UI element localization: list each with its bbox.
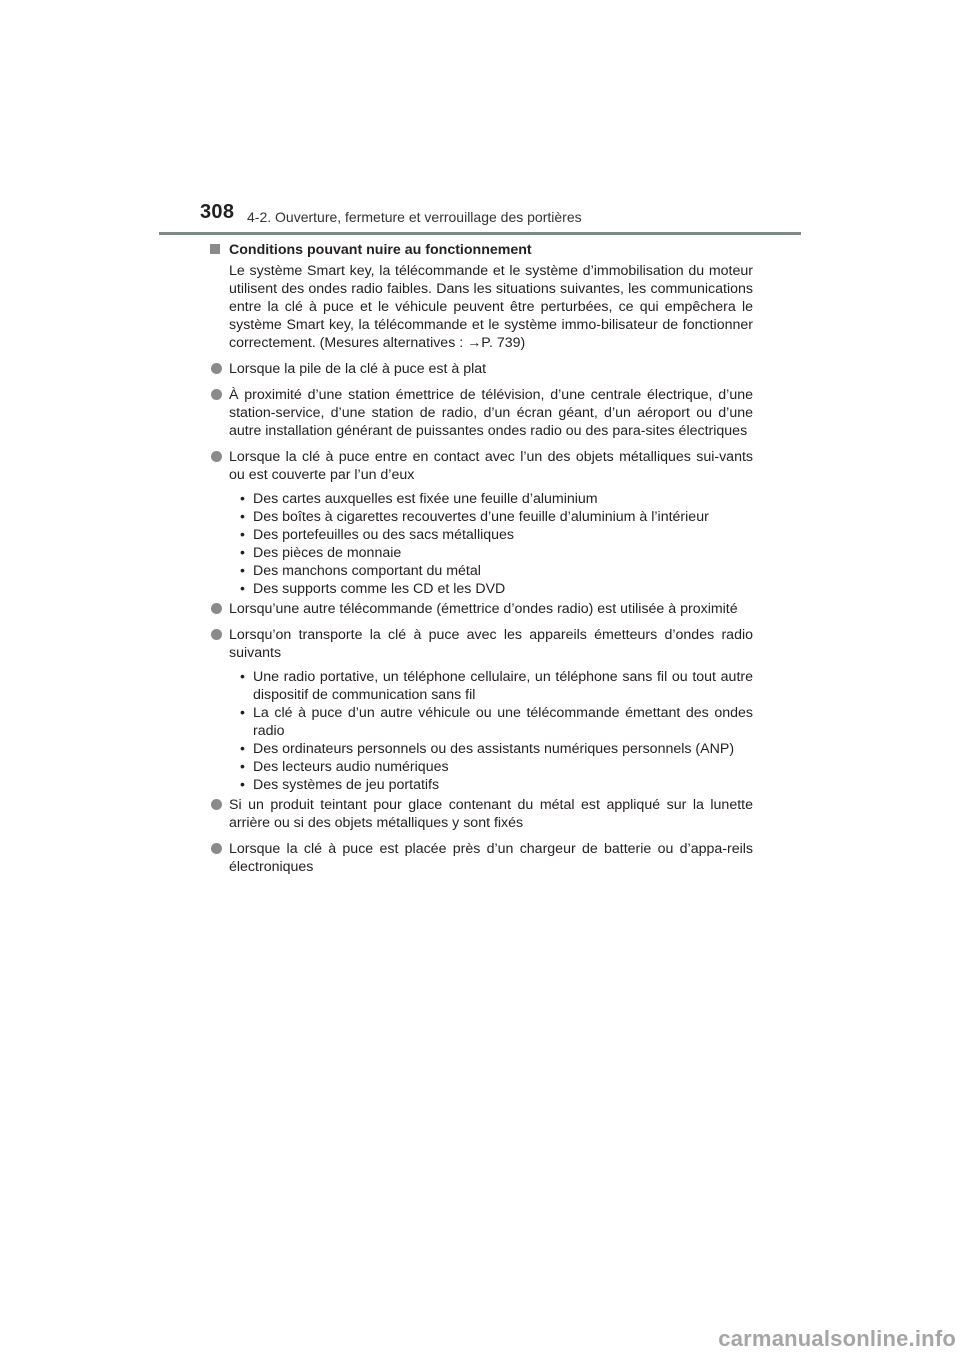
main-content	[208, 241, 753, 876]
circle-bullet-icon	[211, 389, 222, 400]
sub-list-item: • Des ordinateurs personnels ou des assistants numériques personnels (ANP)	[240, 741, 735, 757]
section-title: 4-2. Ouverture, fermeture et verrouillage des portières	[247, 209, 582, 225]
header-divider	[159, 232, 801, 235]
sub-list-item: • Des pièces de monnaie	[240, 545, 402, 561]
sub-list-item: • Des portefeuilles ou des sacs métalliques	[240, 527, 515, 543]
list-item-text: Lorsque la clé à puce entre en contact avec l’un des objets métalliques sui-vants ou est couverte par l’un d’eux	[229, 449, 753, 483]
list-item	[229, 600, 753, 618]
sub-list-item: • Des cartes auxquelles est fixée une feuille d’aluminium	[240, 491, 598, 507]
list-item	[229, 796, 753, 832]
page-number: 308	[200, 201, 235, 223]
intro-paragraph: Le système Smart key, la télécommande et le système d’immobilisation du moteur utilisent des ondes radio faibles. Dans les situations suivantes, les communications entre la clé à puce et le véhicule peuvent être perturbées, ce qui empêchera le système Smart key, la télécommande et le système immo-bilisateur de fonctionner correctement. (Mesures alternatives : →P. 739)	[229, 263, 753, 351]
list-item-text: Lorsqu’une autre télécommande (émettrice d’ondes radio) est utilisée à proximité	[229, 601, 738, 617]
list-item-text: Lorsqu’on transporte la clé à puce avec les appareils émetteurs d’ondes radio suivants	[229, 627, 753, 661]
circle-bullet-icon	[211, 799, 222, 810]
watermark: carmanualsonline.info	[718, 1326, 956, 1351]
square-bullet-icon	[210, 244, 220, 254]
sub-list	[235, 490, 753, 598]
list-item-text: Lorsque la pile de la clé à puce est à plat	[229, 361, 487, 377]
list-item	[229, 386, 753, 440]
circle-bullet-icon	[211, 451, 222, 462]
heading-text: Conditions pouvant nuire au fonctionnement	[229, 242, 532, 258]
circle-bullet-icon	[211, 629, 222, 640]
list-item	[229, 360, 753, 378]
list-item-text: Si un produit teintant pour glace contenant du métal est appliqué sur la lunette arrière ou si des objets métalliques y sont fixés	[229, 797, 753, 831]
circle-bullet-icon	[211, 603, 222, 614]
sub-list-item: • Des boîtes à cigarettes recouvertes d’une feuille d’aluminium à l’intérieur	[240, 509, 709, 525]
sub-list-item: • Des lecteurs audio numériques	[240, 759, 449, 775]
page-header	[0, 0, 960, 240]
list-item-text: Lorsque la clé à puce est placée près d’un chargeur de batterie ou d’appa-reils électroniques	[229, 841, 753, 875]
list-item-text: À proximité d’une station émettrice de télévision, d’une centrale électrique, d’une station-service, d’une station de radio, d’un écran géant, d’un aéroport ou d’une autre installation générant de puissantes ondes radio ou des para-sites électriques	[229, 387, 753, 439]
sub-list-item: • Des manchons comportant du métal	[240, 563, 481, 579]
sub-list-item: • Des systèmes de jeu portatifs	[240, 777, 440, 793]
section-heading	[229, 241, 753, 261]
list-item	[229, 840, 753, 876]
list-item	[229, 626, 753, 662]
sub-list-item: • Des supports comme les CD et les DVD	[240, 581, 506, 597]
circle-bullet-icon	[211, 363, 222, 374]
sub-list-item: • Une radio portative, un téléphone cellulaire, un téléphone sans fil ou tout autre dispositif de communication sans fil	[240, 669, 753, 703]
circle-bullet-icon	[211, 843, 222, 854]
sub-list-item: • La clé à puce d’un autre véhicule ou une télécommande émettant des ondes radio	[240, 705, 753, 739]
sub-list	[235, 668, 753, 794]
list-item	[229, 448, 753, 484]
